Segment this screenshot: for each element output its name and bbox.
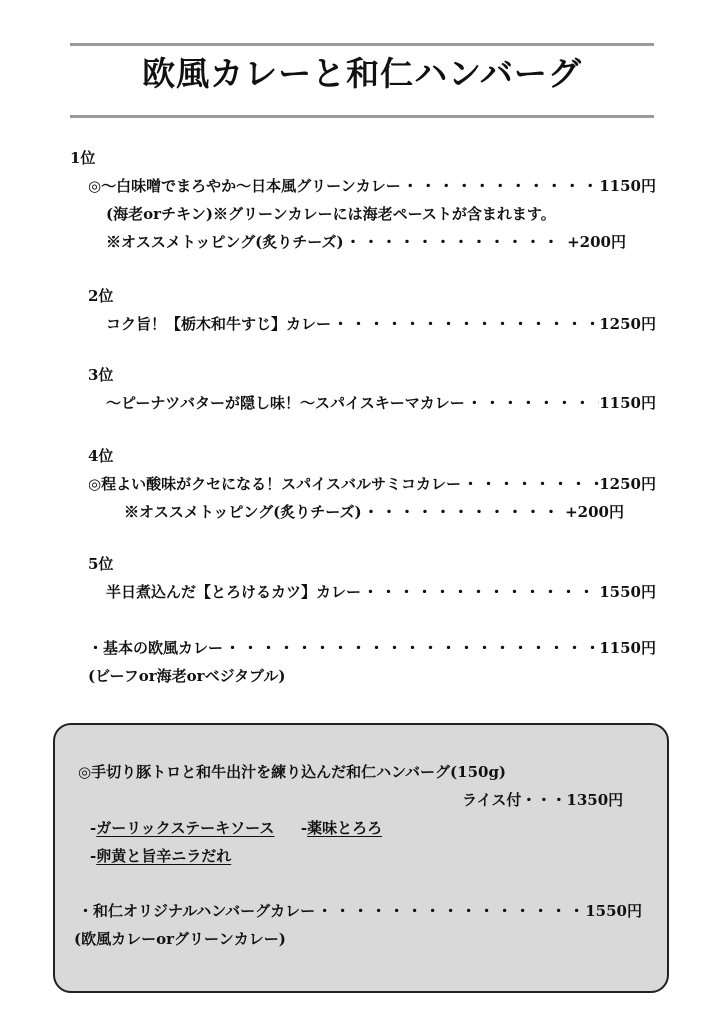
rank-2-item-name: コク旨！【栃木和牛すじ】カレー xyxy=(106,315,332,333)
rank-1-topping xyxy=(106,232,626,252)
rank-4-topping-name: ※オススメトッピング(炙りチーズ) xyxy=(124,503,362,521)
sauce-row-2 xyxy=(90,846,231,866)
hamburg-curry-price: 1550円 xyxy=(585,902,642,920)
rank-1-note: (海老orチキン)※グリーンカレーには海老ペーストが含まれます。 xyxy=(106,205,556,223)
leader-dots xyxy=(362,502,566,522)
rank-1-label: 1位 xyxy=(70,149,96,167)
hamburg-curry-note: (欧風カレーorグリーンカレー) xyxy=(74,930,286,948)
leader-dots xyxy=(344,232,568,252)
sauce-1-name: ガーリックステーキソース xyxy=(96,819,275,837)
sauce-3-prefix: - xyxy=(90,847,97,865)
rank-1-topping-price: +200円 xyxy=(567,233,626,251)
rank-1-price: 1150円 xyxy=(599,177,656,195)
rank-3-label: 3位 xyxy=(88,366,114,384)
rank-4-label: 4位 xyxy=(88,447,114,465)
sauce-2-name: 薬味とろろ xyxy=(307,819,383,837)
rank-2-item xyxy=(106,314,656,334)
basic-curry-name: ・基本の欧風カレー xyxy=(88,639,224,657)
leader-dots xyxy=(361,582,599,602)
rank-1-topping-name: ※オススメトッピング(炙りチーズ) xyxy=(106,233,344,251)
leader-dots xyxy=(315,901,585,921)
basic-curry-item xyxy=(88,638,656,658)
hamburg-curry-name: ・和仁オリジナルハンバーグカレー xyxy=(78,902,316,920)
rank-1-item-name: ◎～白味噌でまろやか～日本風グリーンカレー xyxy=(88,177,401,195)
rank-3-item-name: ～ピーナツバターが隠し味！～スパイスキーマカレー xyxy=(106,394,465,412)
rank-1-item xyxy=(88,176,656,196)
leader-dots xyxy=(465,393,599,413)
sauce-1-prefix: - xyxy=(90,819,97,837)
sauce-3-name: 卵黄と旨辛ニラだれ xyxy=(96,847,232,865)
rank-4-item xyxy=(88,474,656,494)
rank-4-topping-price: +200円 xyxy=(565,503,624,521)
title-underline xyxy=(70,115,654,118)
basic-curry-note: (ビーフor海老orベジタブル) xyxy=(88,667,286,685)
sauce-row-1 xyxy=(90,818,382,838)
rank-5-price: 1550円 xyxy=(599,583,656,601)
rank-5-item xyxy=(106,582,656,602)
rank-5-label: 5位 xyxy=(88,555,114,573)
rank-2-price: 1250円 xyxy=(599,315,656,333)
leader-dots xyxy=(223,638,599,658)
hamburg-curry-item xyxy=(78,901,642,921)
top-rule xyxy=(70,43,654,46)
sauce-2-prefix: - xyxy=(300,819,308,837)
rank-4-price: 1250円 xyxy=(599,475,656,493)
rank-5-item-name: 半日煮込んだ【とろけるカツ】カレー xyxy=(106,583,362,601)
hamburg-item: ◎手切り豚トロと和牛出汁を練り込んだ和仁ハンバーグ(150g) xyxy=(78,763,507,781)
rank-3-item xyxy=(106,393,656,413)
rank-4-topping xyxy=(124,502,624,522)
leader-dots xyxy=(461,474,599,494)
leader-dots xyxy=(401,176,599,196)
leader-dots xyxy=(331,314,599,334)
hamburg-rice-price: ライス付・・・1350円 xyxy=(462,791,624,809)
page-title: 欧風カレーと和仁ハンバーグ xyxy=(142,54,582,93)
basic-curry-price: 1150円 xyxy=(599,639,656,657)
rank-3-price: 1150円 xyxy=(599,394,656,412)
rank-2-label: 2位 xyxy=(88,287,114,305)
rank-4-item-name: ◎程よい酸味がクセになる！スパイスバルサミコカレー xyxy=(88,475,461,493)
